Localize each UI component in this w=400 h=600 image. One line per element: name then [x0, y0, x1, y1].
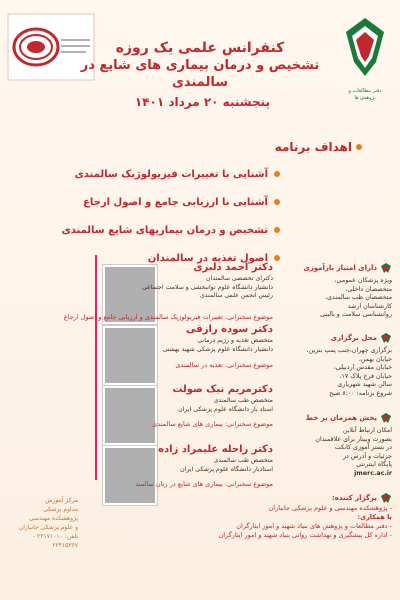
contact-phone: تلفن: ۲۲۱۷۱۰۱۰ - ۲۲۴۱۵۳۶۷ [32, 533, 78, 549]
speaker-desc [123, 337, 273, 354]
text-line: برگزاری چهران،جنب پمپ بنزین، [306, 347, 392, 354]
partners-title: با همکاری: [357, 513, 392, 521]
goal-item [40, 160, 280, 188]
speaker-photo [103, 326, 157, 385]
text-line: بصورت وبینار برای علاقمندان [315, 435, 392, 443]
goals-list [40, 160, 280, 272]
foundation-logo [340, 14, 390, 114]
goals-title [275, 140, 362, 154]
live-url-link[interactable]: jmerc.ac.ir [354, 469, 392, 477]
text-line: کارشناسان ارشد [347, 302, 392, 310]
text-line: جزئیات و آدرس در [342, 452, 392, 460]
speaker-desc [123, 457, 273, 474]
speaker-desc [123, 397, 273, 414]
text-line: خیابان بهمن، [358, 355, 392, 363]
speaker-name: دکتر راحله علیمراد زاده [158, 444, 273, 455]
desc-line: متخصص طب سالمندی [213, 457, 273, 464]
bullet-icon [274, 199, 280, 205]
speaker-card [18, 262, 273, 324]
text-line: شروع برنامه: ۸:۰۰ صبح [329, 389, 392, 397]
venue-block [292, 332, 392, 398]
text-line: پایگاه اینترنتی [356, 461, 392, 468]
foundation-emblem-icon [340, 14, 390, 84]
leaf-icon [380, 412, 392, 424]
venue-heading [292, 332, 392, 344]
live-block [292, 412, 392, 478]
points-title: دارای امتیاز بازآموزی [303, 264, 377, 272]
live-text [292, 427, 392, 478]
text-line: ویژه پزشکان عمومی، [334, 277, 392, 284]
desc-line: رئیس انجمن علمی سالمندی [199, 292, 273, 299]
bullet-icon [274, 227, 280, 233]
speaker-name: دکتر احمد دلبری [193, 262, 273, 273]
goals-bullet-icon [356, 144, 362, 150]
desc-line: استاد یار دانشگاه علوم پزشکی ایران [178, 405, 273, 413]
desc-line: استادیار دانشگاه علوم پزشکی ایران [180, 465, 273, 473]
bullet-icon [274, 171, 280, 177]
speaker-topic: موضوع سخنرانی: تغذیه در سالمندی [175, 361, 273, 369]
organizers-title: برگزار کننده: [331, 493, 377, 502]
conference-title [80, 40, 320, 91]
leaf-icon [380, 332, 392, 344]
goal-text: آشنایی با تغییرات فیزیولوژیک سالمندی [74, 168, 268, 180]
desc-line: متخصص تغذیه و رژیم درمانی [197, 337, 273, 344]
bullet-icon [274, 255, 280, 261]
organizers-section [192, 492, 392, 540]
desc-line: متخصص طب سالمندی [213, 397, 273, 404]
speaker-name: دکترمریم نیک صولت [172, 384, 273, 395]
contact-info [8, 496, 78, 550]
venue-title: محل برگزاری [330, 334, 377, 342]
goal-item [40, 188, 280, 216]
speaker-name: دکتر سوده رازقی [186, 324, 273, 335]
points-heading [292, 262, 392, 274]
points-text [292, 277, 392, 320]
leaf-icon [380, 492, 392, 504]
speaker-photo [103, 386, 157, 445]
organizer-main: - پژوهشکده مهندسی و علوم پزشکی جانبازان [268, 504, 392, 512]
goal-text: آشنایی با ارزیابی جامع و اصول ارجاع [83, 196, 268, 208]
partner-line: - دفتر مطالعات و پژوهش های بنیاد شهید و امور ایثارگران [236, 522, 392, 530]
text-line: متخصصان طب سالمندی، [325, 294, 392, 301]
partner-line: - اداره کل پیشگیری و بهداشت روانی بنیاد شهید و امور ایثارگران [218, 531, 392, 539]
contact-line: و علوم پزشکی جانبازان [18, 524, 78, 531]
speaker-desc [123, 275, 273, 301]
desc-line: دانشیار دانشگاه علوم توانبخشی و سلامت اجتماعی [141, 283, 273, 291]
poster-header [0, 0, 400, 140]
goal-text: اصول تغذیه در سالمندان [147, 252, 268, 264]
goal-text: تشخیص و درمان بیماریهای شایع سالمندی [61, 224, 268, 236]
text-line: در بستر آموزی کانکت [334, 444, 392, 451]
text-line: خیابان مقدس اردبیلی، [333, 364, 392, 371]
foundation-caption: دفتر مطالعات و پژوهش ها [348, 88, 382, 101]
contact-line: مداوم پزشکی [43, 506, 78, 513]
conference-date: پنجشنبه ۲۰ مرداد ۱۴۰۱ [134, 95, 270, 109]
desc-line: دانشیار دانشگاه علوم پزشکی شهید بهشتی [162, 345, 273, 353]
text-line: روانشناسی سلامت و بالینی [320, 311, 392, 318]
title-line-2: تشخیص و درمان بیماری های شایع در سالمندی [80, 58, 320, 90]
text-line: متخصصان داخلی، [345, 285, 392, 293]
points-block [292, 262, 392, 320]
contact-line: پژوهشکده مهندسی [29, 515, 78, 522]
speaker-topic: موضوع سخنرانی: بیماری های شایع سالمندی [152, 420, 273, 428]
venue-text [292, 347, 392, 398]
speaker-topic: موضوع سخنرانی: تغییرات فیزیولوژیک سالمندی و ارزیابی جامع و اصول ارجاع [63, 313, 273, 321]
goal-item [40, 216, 280, 244]
speaker-card [18, 384, 273, 444]
desc-line: دکترای تخصصی سالمندان [206, 275, 273, 282]
contact-line: مرکز آموزش [45, 497, 78, 504]
title-line-1: کنفرانس علمی یک روزه [115, 40, 285, 56]
live-heading [292, 412, 392, 424]
goals-title-text: اهداف برنامه [274, 140, 352, 154]
text-line: خیابان فرخ پلاک ۱۷، [339, 372, 392, 380]
text-line: سالن شهید شهریاری [337, 381, 392, 388]
live-title: پخش همزمان بر خط [305, 414, 377, 422]
speaker-topic: موضوع سخنرانی: بیماری های شایع در زنان سالمند [135, 480, 273, 488]
leaf-icon [380, 262, 392, 274]
speaker-photo [103, 446, 157, 505]
organizers-heading [192, 492, 392, 504]
speaker-card [18, 324, 273, 384]
text-line: امکان ارتباط آنلاین [342, 427, 392, 434]
